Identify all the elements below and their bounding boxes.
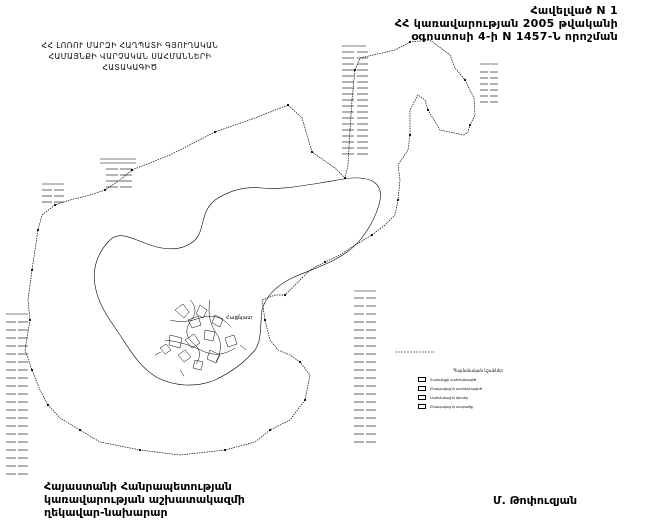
legend-swatch [418,404,426,409]
coordinates-table-1 [340,42,370,162]
legend-label: Բնակավայրի տարածք [430,404,473,409]
legend-swatch [418,395,426,400]
appendix-line-3: օգոստոսի 4-ի N 1457-Ն որոշման [411,30,618,43]
legend-label: Սահմանային կետեր [430,395,469,400]
legend-swatch [418,386,426,391]
appendix-line-2: ՀՀ կառավարության 2005 թվականի [394,17,618,30]
appendix-header [358,4,618,43]
coordinates-table-3 [98,155,138,191]
signer-line-2: կառավարության աշխատակազմի [44,493,245,506]
map-legend [418,368,538,413]
legend-item [418,386,538,391]
coordinates-table-6 [352,288,378,448]
coordinates-table-2 [478,60,500,110]
legend-swatch [418,377,426,382]
coordinates-table-5 [4,310,30,480]
settlement-label: Հաղպատ [226,315,253,321]
coordinates-table-4 [40,180,66,210]
settlement-boundary [94,178,380,385]
community-boundary [25,40,475,455]
boundary-points [29,41,471,451]
signature-name: Մ. Թոփուզյան [493,494,578,507]
legend-title: Պայմանական նշաններ [453,368,503,373]
appendix-line-1: Հավելված N 1 [530,4,618,17]
scale-bar [395,350,435,354]
village-buildings [155,300,246,376]
legend-item [418,404,538,409]
signer-line-3: ղեկավար-նախարար [44,506,168,519]
map-title [20,40,240,73]
map-title-line-1: ՀՀ ԼՈՌՈՒ ՄԱՐԶԻ ՀԱՂՊԱՏԻ ԳՅՈՒՂԱԿԱՆ [41,41,219,50]
legend-label: Համայնքի սահմանագիծ [430,377,477,382]
map-title-line-3: ՀԱՏԱԿԱԳԻԾ [102,63,158,72]
legend-item [418,377,538,382]
legend-label: Բնակավայրի սահմանագիծ [430,386,482,391]
signer-title [44,480,245,519]
map-title-line-2: ՀԱՄԱՅՆՔԻ ՎԱՐՉԱԿԱՆ ՍԱՀՄԱՆՆԵՐԻ [48,52,212,61]
legend-item [418,395,538,400]
signer-line-1: Հայաստանի Հանրապետության [44,480,232,493]
